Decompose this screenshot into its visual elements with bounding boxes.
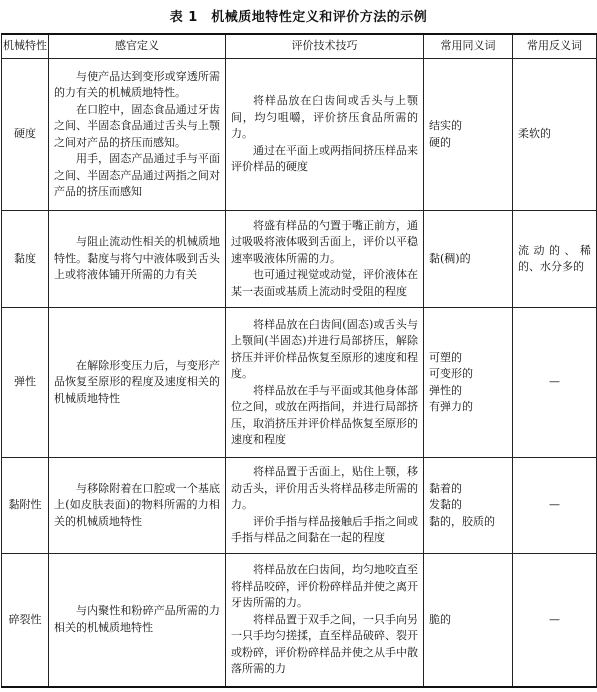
technique-cell	[226, 554, 424, 687]
header-mechanical-property: 机械特性	[2, 34, 49, 59]
technique-text: 将样品置于双手之间，一只手向另一只手均匀搓揉，直至样品破碎、裂开或粉碎，评价粉碎样品并使之从手中散落所需的力	[231, 612, 418, 675]
definition-cell	[49, 308, 226, 458]
definition-text: 在解除形变压力后，与变形产品恢复至原形的程度及速度相关的机械质地特性	[54, 358, 220, 405]
technique-cell	[226, 308, 424, 458]
synonym-text: 黏着的	[429, 481, 462, 495]
antonyms-cell: —	[513, 308, 597, 458]
feature-cell: 弹性	[2, 308, 49, 458]
technique-text: 将样品置于舌面上，贴住上颚，移动舌头，评价用舌头将样品移走所需的力。	[231, 465, 418, 512]
definition-text: 在口腔中，固态食品通过牙齿之间、半固态食品通过舌头与上颚之间对产品的挤压而感知。	[54, 102, 220, 149]
antonym-text: 柔软的	[518, 127, 551, 141]
definition-text: 用手，固态产品通过手与平面之间、半固态产品通过两指之间对产品的挤压而感知	[54, 152, 220, 198]
antonyms-cell: —	[513, 554, 597, 687]
table-row-adhesiveness	[2, 458, 597, 554]
feature-cell: 碎裂性	[2, 554, 49, 687]
table-title: 表 1 机械质地特性定义和评价方法的示例	[169, 10, 428, 25]
table-row-fracturability	[2, 554, 597, 687]
synonym-text: 可塑的	[429, 350, 462, 364]
table-row-viscosity	[2, 211, 597, 308]
table-row-elasticity	[2, 308, 597, 458]
antonyms-cell: —	[513, 458, 597, 554]
definition-text: 与使产品达到变形或穿透所需的力有关的机械质地特性。	[54, 69, 220, 99]
antonym-text: 流动的、稀的、水分多的	[518, 243, 591, 273]
synonym-text: 弹性的	[429, 383, 462, 397]
technique-text: 将样品放在臼齿间或舌头与上颚间，均匀咀嚼，评价挤压食品所需的力。	[231, 94, 418, 141]
technique-cell	[226, 211, 424, 308]
antonyms-cell	[513, 211, 597, 308]
technique-text: 也可通过视觉或动觉，评价液体在某一表面或基质上流动时受阻的程度	[231, 268, 418, 298]
definition-cell	[49, 59, 226, 211]
synonym-text: 脆的	[429, 612, 451, 626]
feature-cell: 硬度	[2, 59, 49, 211]
technique-text: 评价手指与样品接触后手指之间或手指与样品之间黏在一起的程度	[231, 514, 418, 545]
synonym-text: 黏的，胶质的	[429, 514, 495, 528]
header-sensory-definition: 感官定义	[49, 34, 226, 59]
technique-cell	[226, 458, 424, 554]
synonyms-cell	[424, 308, 513, 458]
synonyms-cell	[424, 211, 513, 308]
technique-text: 将样品放在臼齿间(固态)或舌头与上颚间(半固态)并进行局部挤压，解除挤压并评价样品恢复至原形的速度和程度。	[231, 317, 418, 380]
header-synonyms: 常用同义词	[424, 34, 513, 59]
synonym-text: 发黏的	[429, 498, 462, 512]
synonym-text: 结实的	[429, 119, 462, 132]
definition-cell	[49, 554, 226, 687]
antonyms-cell	[513, 59, 597, 211]
synonyms-cell	[424, 458, 513, 554]
header-evaluation-technique: 评价技术技巧	[226, 34, 424, 59]
technique-text: 将盛有样品的勺置于嘴正前方，通过吸吸将液体吸到舌面上，评价以平稳速率吸液体所需的力。	[231, 218, 418, 265]
definition-cell	[49, 211, 226, 308]
technique-text: 将样品放在臼齿间，均匀地咬直至将样品咬碎，评价粉碎样品并使之离开牙齿所需的力。	[231, 563, 418, 609]
definition-text: 与移除附着在口腔或一个基底上(如皮肤表面)的物料所需的力相关的机械质地特性	[54, 481, 220, 528]
definition-text: 与阻止流动性相关的机械质地特性。黏度与将勺中液体吸到舌头上或将液体铺开所需的力有关	[54, 235, 220, 282]
synonym-text: 有弹力的	[429, 400, 473, 413]
synonym-text: 黏(稠)的	[429, 251, 471, 265]
feature-cell: 黏度	[2, 211, 49, 308]
technique-text: 通过在平面上或两指间挤压样品来评价样品的硬度	[231, 143, 418, 174]
texture-properties-table	[1, 33, 597, 688]
synonyms-cell	[424, 554, 513, 687]
definition-text: 与内聚性和粉碎产品所需的力相关的机械质地特性	[54, 604, 220, 634]
header-antonyms: 常用反义词	[513, 34, 597, 59]
feature-cell: 黏附性	[2, 458, 49, 554]
technique-text: 将样品放在手与平面或其他身体部位之间，或放在两指间，并进行局部挤压，取消挤压并评价样品恢复至原形的速度和程度	[231, 383, 418, 446]
synonyms-cell	[424, 59, 513, 211]
technique-cell	[226, 59, 424, 211]
table-row-hardness	[2, 59, 597, 211]
table-header-row	[2, 34, 597, 59]
synonym-text: 硬的	[429, 135, 451, 149]
synonym-text: 可变形的	[429, 367, 473, 380]
definition-cell	[49, 458, 226, 554]
